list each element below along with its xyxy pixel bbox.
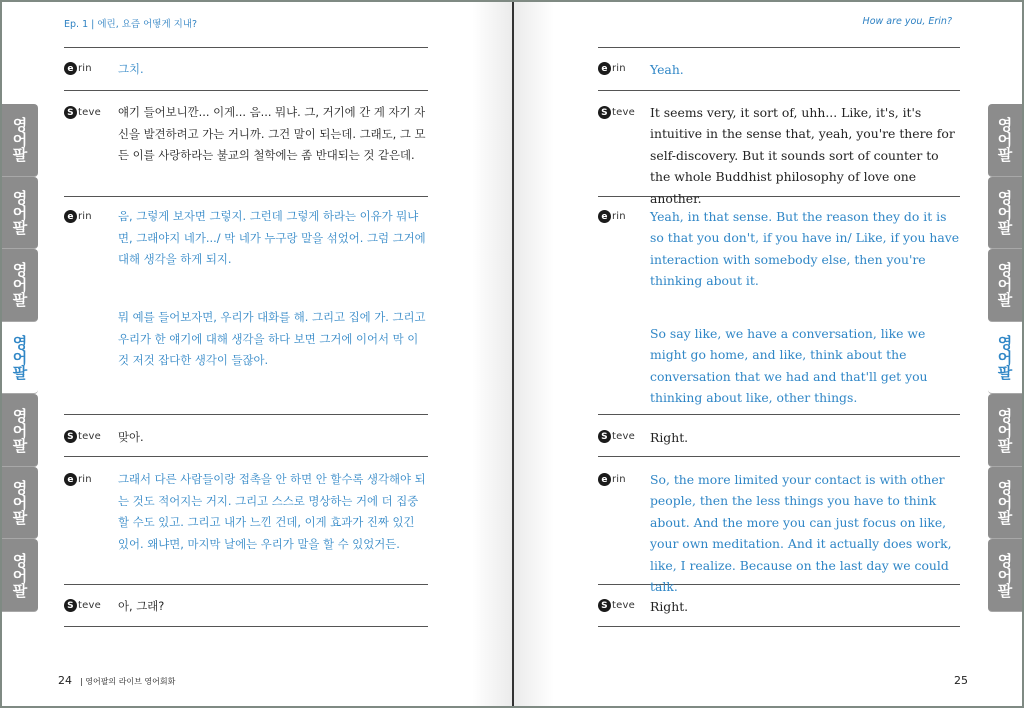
rule [64,90,428,91]
rule [598,90,960,91]
dialogue-line: Right. [650,430,689,445]
chapter-tab[interactable]: 영어팔 [988,249,1022,322]
chapter-tab-active[interactable]: 영어팔 [988,322,1022,395]
speaker-steve: S teve [64,599,101,612]
chapter-tab[interactable]: 영어팔 [2,249,38,322]
speaker-steve: S teve [64,430,101,443]
rule [64,626,428,627]
speaker-initial: e [64,210,77,223]
chapter-tab[interactable]: 영어팔 [2,394,38,467]
rule [598,414,960,415]
dialogue-line: So, the more limited your contact is with other people, then the less things you have to think about. And the more you can just focus on like, your own meditation. And it actually does work, like, I realize. Because on the last day we could talk. [650,472,952,595]
book-title: | 영어팔의 라이브 영어회화 [80,677,176,686]
speaker-steve: S teve [598,106,635,119]
running-header-right: How are you, Erin? [862,16,952,27]
gutter-shadow-right [514,2,554,706]
speaker-erin: e rin [64,62,92,75]
rule [598,47,960,48]
speaker-erin: e rin [64,210,92,223]
chapter-tab-active[interactable]: 영어팔 [2,322,38,395]
speaker-initial: e [598,473,611,486]
speaker-initial: e [598,62,611,75]
book-gutter [512,2,514,706]
chapter-tab[interactable]: 영어팔 [2,104,38,177]
speaker-erin: e rin [598,210,626,223]
dialogue-line: 아, 그래? [118,599,165,613]
dialogue-line: 음, 그렇게 보자면 그렇지. 그런데 그렇게 하라는 이유가 뭐냐면, 그래야지 네가.../ 막 네가 누구랑 말을 섞었어. 그럼 그거에 대해 생각을 하게 되지. [118,209,426,266]
dialogue-line: Yeah. [650,62,684,77]
chapter-tab[interactable]: 영어팔 [988,539,1022,612]
chapter-tab[interactable]: 영어팔 [2,467,38,540]
speaker-steve: S teve [64,106,101,119]
dialogue-line: Right. [650,599,689,614]
page-number-right: 25 [954,674,968,687]
book-spread [2,2,1022,706]
speaker-initial: S [64,106,77,119]
speaker-initial: S [598,106,611,119]
speaker-initial: S [64,430,77,443]
dialogue-line: 맞아. [118,430,144,444]
rule [64,584,428,585]
chapter-tabs-left [2,104,38,612]
chapter-tab[interactable]: 영어팔 [2,539,38,612]
chapter-tab[interactable]: 영어팔 [988,104,1022,177]
rule [598,456,960,457]
page-number-left: 24 [58,674,72,687]
dialogue-line: It seems very, it sort of, uhh... Like, it's, it's intuitive in the sense that, yeah, you're there for self-discovery. But it sounds sort of counter to the whole Buddhist philosophy of love one another. [650,105,955,206]
speaker-initial: S [598,430,611,443]
speaker-erin: e rin [598,62,626,75]
speaker-erin: e rin [64,473,92,486]
speaker-initial: e [64,473,77,486]
chapter-tab[interactable]: 영어팔 [988,394,1022,467]
chapter-tab[interactable]: 영어팔 [988,467,1022,540]
gutter-shadow-left [472,2,512,706]
rule [598,626,960,627]
rule [64,456,428,457]
speaker-initial: e [64,62,77,75]
speaker-initial: S [64,599,77,612]
speaker-steve: S teve [598,430,635,443]
chapter-tab[interactable]: 영어팔 [988,177,1022,250]
speaker-initial: S [598,599,611,612]
rule [64,414,428,415]
dialogue-line: 뭐 예를 들어보자면, 우리가 대화를 해. 그리고 집에 가. 그리고 우리가 한 얘기에 대해 생각을 하다 보면 그거에 이어서 막 이것 저것 잡다한 생각이 들잖아. [118,310,426,367]
dialogue-line: So say like, we have a conversation, like we might go home, and like, think about the conversation that we had and that'll get you thinking about like, other things. [650,326,928,406]
dialogue-line: 얘기 들어보니깐... 이게... 음... 뭐냐. 그, 거기에 간 게 자기 자신을 발견하려고 가는 거니까. 그건 말이 되는데. 그래도, 그 모든 이를 사랑하라는 불교의 철학에는 좀 반대되는 것 같은데. [118,105,426,162]
speaker-erin: e rin [598,473,626,486]
dialogue-line: Yeah, in that sense. But the reason they do it is so that you don't, if you have in/ Like, if you have interaction with somebody else, then you're thinking about it. [650,209,960,289]
chapter-tab[interactable]: 영어팔 [2,177,38,250]
rule [64,47,428,48]
running-header-left: Ep. 1 | 에린, 요즘 어떻게 지내? [64,19,198,30]
dialogue-line: 그래서 다른 사람들이랑 접촉을 안 하면 안 할수록 생각해야 되는 것도 적어지는 거지. 그리고 스스로 명상하는 거에 더 집중 할 수도 있고. 그리고 내가 느낀 건데, 이게 효과가 진짜 있긴 있어. 왜냐면, 마지막 날에는 우리가 말을 할 수 있었거든. [118,472,426,551]
speaker-steve: S teve [598,599,635,612]
speaker-initial: e [598,210,611,223]
dialogue-line: 그치. [118,62,144,76]
chapter-tabs-right [988,104,1022,612]
footer-left [58,674,175,687]
rule [64,196,428,197]
